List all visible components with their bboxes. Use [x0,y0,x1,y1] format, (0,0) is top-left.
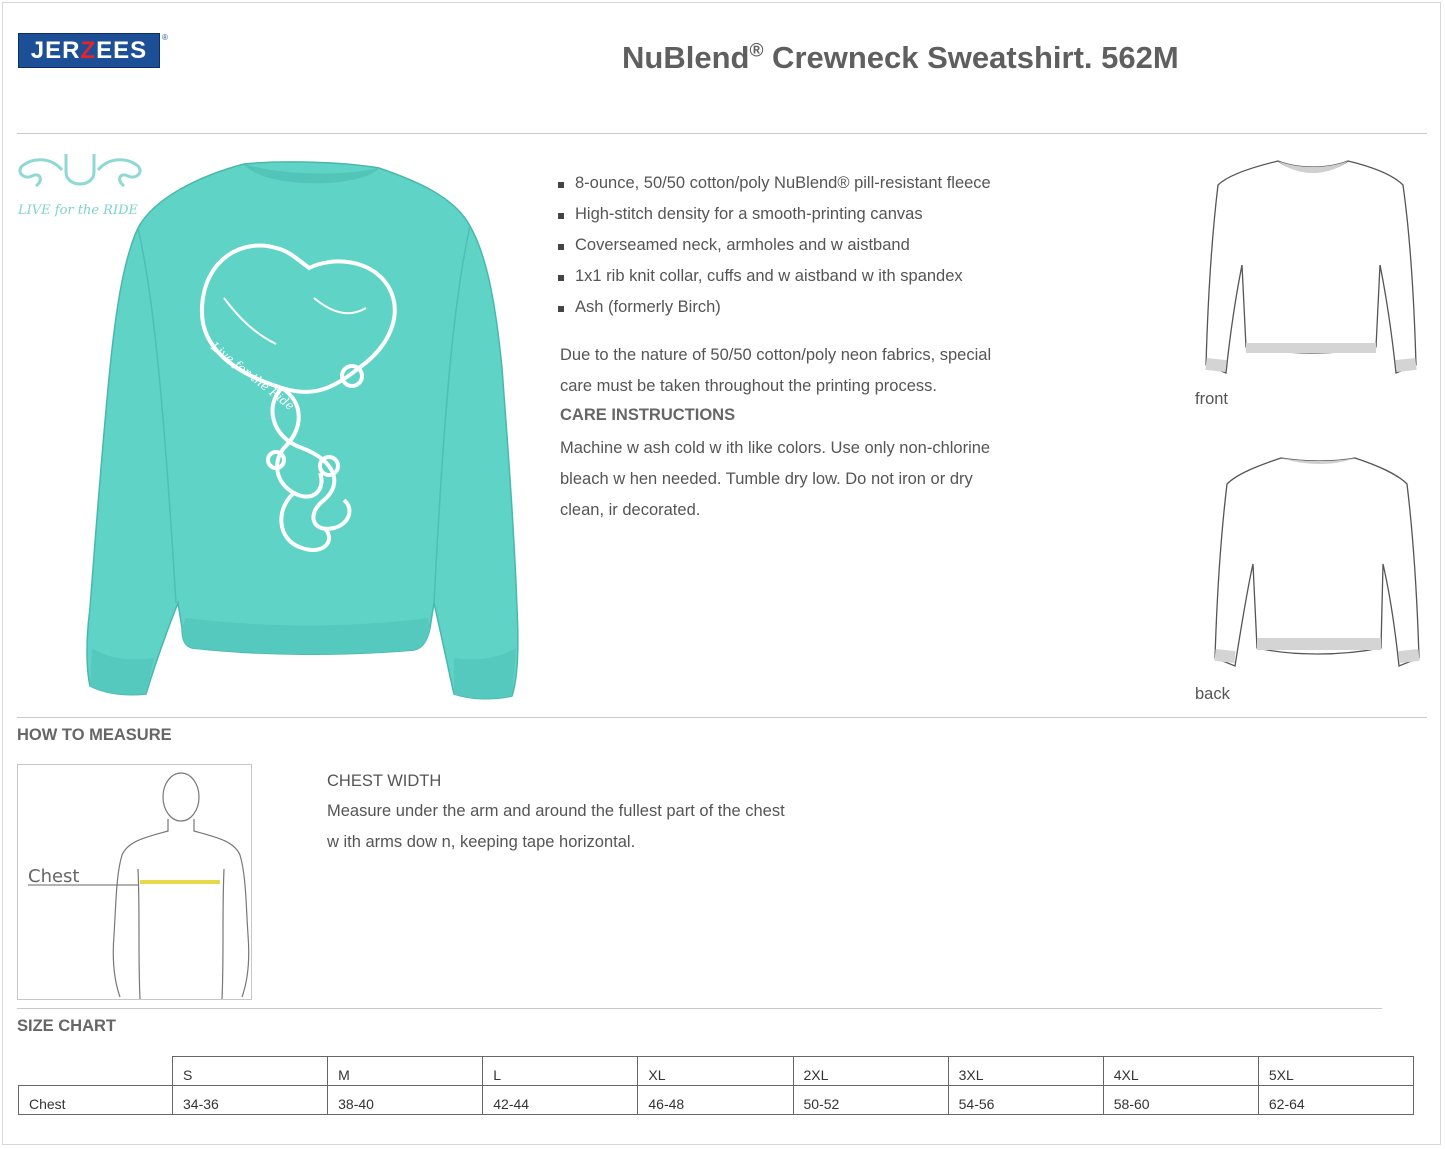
size-header-cell: 5XL [1258,1057,1413,1086]
body-outline-figure [18,765,251,999]
chest-figure-label: Chest [28,866,80,887]
tagline-text: LIVE for the RIDE [18,203,139,218]
page-title [622,40,1179,76]
size-chart-heading: SIZE CHART [17,1017,116,1035]
care-line: clean, ir decorated. [560,501,701,519]
chest-value-cell: 50-52 [793,1086,948,1115]
size-header-cell: XL [638,1057,793,1086]
garment-script-text: Live for the Ride [208,339,298,414]
care-line: Machine w ash cold w ith like colors. Use only non-chlorine [560,439,991,457]
left-flourish [20,160,62,186]
size-header-cell: M [328,1057,483,1086]
size-header-cell: S [173,1057,328,1086]
product-image [14,148,544,708]
feature-item: 1x1 rib knit collar, cuffs and w aistband w ith spandex [558,265,991,296]
front-label: front [1195,390,1229,408]
table-row [19,1057,1414,1086]
size-header-cell: 3XL [948,1057,1103,1086]
feature-list [558,172,991,327]
chest-value-cell: 34-36 [173,1086,328,1115]
table-corner-cell [19,1057,173,1086]
horseshoe-icon [66,154,94,184]
care-heading: CARE INSTRUCTIONS [560,406,736,424]
measure-line: w ith arms dow n, keeping tape horizontal. [327,833,636,851]
sweatshirt-body [87,162,518,699]
tagline-design [14,150,146,220]
how-to-measure-heading: HOW TO MEASURE [17,726,172,744]
logo-text-z: Z [80,36,97,64]
front-view-drawing [1198,155,1423,385]
size-divider [17,1008,1382,1009]
measure-figure-box [17,764,252,1000]
right-flourish [98,160,140,186]
logo-text-right: EES [96,36,148,64]
header-divider [17,133,1427,134]
back-label: back [1195,685,1230,703]
notice-line: Due to the nature of 50/50 cotton/poly neon fabrics, special [560,346,992,364]
chest-value-cell: 62-64 [1258,1086,1413,1115]
row-label-cell: Chest [19,1086,173,1115]
title-rest: Crewneck Sweatshirt. 562M [763,40,1179,75]
care-line: bleach w hen needed. Tumble dry low. Do not iron or dry [560,470,973,488]
title-registered: ® [749,40,764,62]
measure-instructions [327,796,785,858]
logo-text-left: JER [30,36,81,64]
care-paragraph [560,433,990,526]
chest-value-cell: 54-56 [948,1086,1103,1115]
size-header-cell: L [483,1057,638,1086]
chest-value-cell: 46-48 [638,1086,793,1115]
notice-line: care must be taken throughout the printing process. [560,377,937,395]
measure-line: Measure under the arm and around the fullest part of the chest [327,802,785,820]
logo-registered-mark: ® [162,33,168,42]
chest-value-cell: 38-40 [328,1086,483,1115]
size-chart-table [18,1056,1414,1115]
title-main: NuBlend [622,40,750,75]
jerzees-logo [18,33,160,68]
chest-value-cell: 42-44 [483,1086,638,1115]
section-divider [17,717,1427,718]
feature-item: 8-ounce, 50/50 cotton/poly NuBlend® pill-resistant fleece [558,172,991,203]
size-header-cell: 4XL [1103,1057,1258,1086]
table-row [19,1086,1414,1115]
chest-value-cell: 58-60 [1103,1086,1258,1115]
feature-item: Coverseamed neck, armholes and w aistband [558,234,991,265]
feature-item: Ash (formerly Birch) [558,296,991,327]
size-header-cell: 2XL [793,1057,948,1086]
feature-item: High-stitch density for a smooth-printing canvas [558,203,991,234]
back-view-drawing [1205,452,1425,678]
notice-paragraph [560,340,991,402]
chest-width-title: CHEST WIDTH [327,772,442,790]
